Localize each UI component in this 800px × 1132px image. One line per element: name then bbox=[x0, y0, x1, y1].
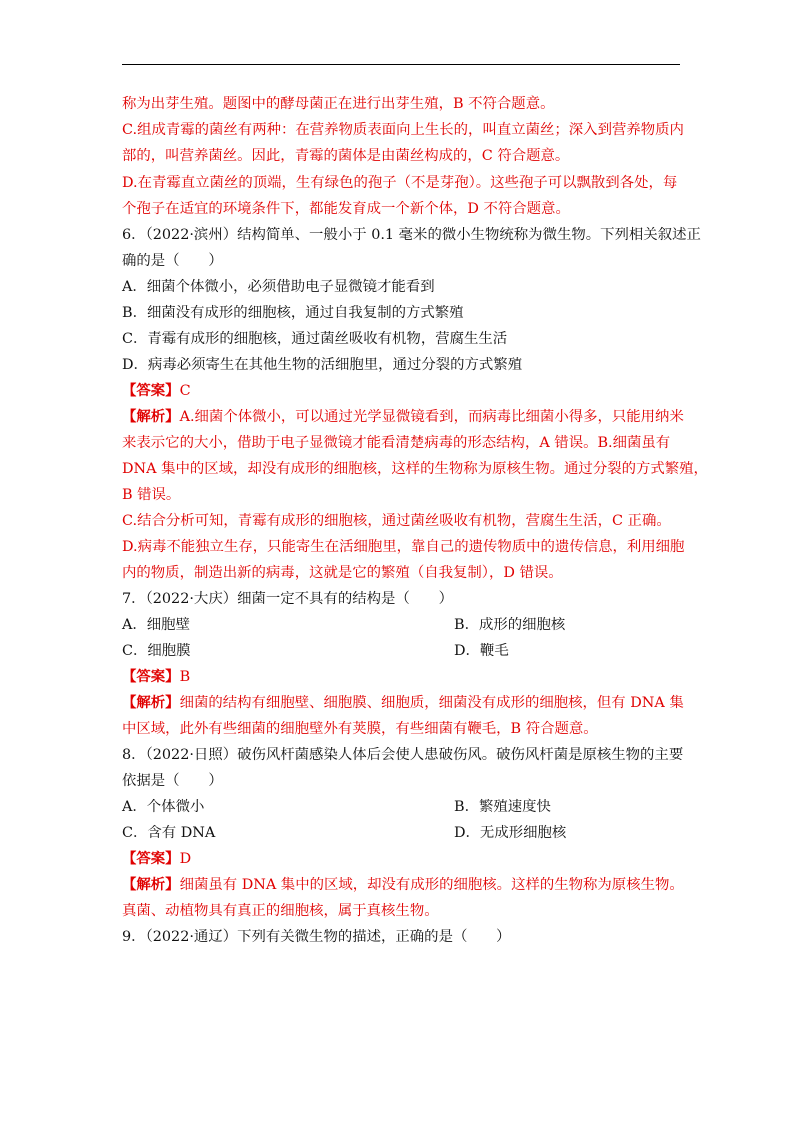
q6-stem-line: 6．（2022·滨州）结构简单、一般小于 0.1 毫米的微小生物统称为微生物。下列相关叙述正 bbox=[122, 227, 701, 243]
q7-analysis-line: 中区域，此外有些细菌的细胞壁外有荚膜，有些细菌有鞭毛，B 符合题意。 bbox=[122, 721, 598, 737]
q8-answer bbox=[122, 847, 191, 871]
analysis-tag: 【解析】 bbox=[122, 408, 180, 425]
q7-answer bbox=[122, 665, 190, 689]
q7-analysis-line bbox=[122, 691, 684, 715]
q8-option-b: B．繁殖速度快 bbox=[454, 799, 551, 815]
q6-option-d: D．病毒必须寄生在其他生物的活细胞里，通过分裂的方式繁殖 bbox=[122, 357, 523, 373]
answer-value: C bbox=[179, 383, 191, 399]
explanation-line: 个孢子在适宜的环境条件下，都能发育成一个新个体，D 不符合题意。 bbox=[122, 201, 570, 217]
answer-value: D bbox=[179, 851, 192, 867]
analysis-text: 细菌虽有 DNA 集中的区域，却没有成形的细胞核。这样的生物称为原核生物。 bbox=[179, 877, 684, 893]
q7-option-c: C．细胞膜 bbox=[122, 643, 191, 659]
q6-analysis-line: C.结合分析可知，青霉有成形的细胞核，通过菌丝吸收有机物，营腐生生活，C 正确。 bbox=[122, 513, 671, 529]
answer-tag: 【答案】 bbox=[122, 382, 180, 399]
q7-option-b: B．成形的细胞核 bbox=[454, 617, 566, 633]
q8-analysis-line: 真菌、动植物具有真正的细胞核，属于真核生物。 bbox=[122, 903, 439, 919]
q6-analysis-line: 内的物质，制造出新的病毒，这就是它的繁殖（自我复制），D 错误。 bbox=[122, 565, 563, 581]
explanation-line: 称为出芽生殖。题图中的酵母菌正在进行出芽生殖，B 不符合题意。 bbox=[122, 96, 555, 112]
analysis-text: A.细菌个体微小，可以通过光学显微镜看到，而病毒比细菌小得多，只能用纳米 bbox=[179, 409, 684, 425]
header-rule bbox=[122, 64, 680, 65]
q6-option-b: B．细菌没有成形的细胞核，通过自我复制的方式繁殖 bbox=[122, 305, 464, 321]
explanation-line: C.组成青霉的菌丝有两种：在营养物质表面向上生长的，叫直立菌丝；深入到营养物质内 bbox=[122, 122, 684, 138]
q8-stem-line: 依据是（ ） bbox=[122, 773, 223, 789]
q9-stem-line: 9．（2022·通辽）下列有关微生物的描述，正确的是（ ） bbox=[122, 929, 511, 945]
q7-stem-line: 7．（2022·大庆）细菌一定不具有的结构是（ ） bbox=[122, 591, 453, 607]
q8-option-d: D．无成形细胞核 bbox=[454, 825, 567, 841]
q6-option-a: A．细菌个体微小，必须借助电子显微镜才能看到 bbox=[122, 279, 435, 295]
q6-analysis-line bbox=[122, 405, 684, 429]
q7-option-a: A．细胞壁 bbox=[122, 617, 190, 633]
q6-analysis-line: 来表示它的大小，借助于电子显微镜才能看清楚病毒的形态结构，A 错误。B.细菌虽有 bbox=[122, 435, 671, 451]
analysis-tag: 【解析】 bbox=[122, 876, 180, 893]
q6-stem-line: 确的是（ ） bbox=[122, 253, 223, 269]
q6-analysis-line: B 错误。 bbox=[122, 487, 181, 503]
explanation-line: 部的，叫营养菌丝。因此，青霉的菌体是由菌丝构成的，C 符合题意。 bbox=[122, 148, 570, 164]
q8-option-a: A．个体微小 bbox=[122, 799, 205, 815]
q6-answer bbox=[122, 379, 191, 403]
answer-tag: 【答案】 bbox=[122, 850, 180, 867]
q6-option-c: C．青霉有成形的细胞核，通过菌丝吸收有机物，营腐生生活 bbox=[122, 331, 508, 347]
q8-stem-line: 8．（2022·日照）破伤风杆菌感染人体后会使人患破伤风。破伤风杆菌是原核生物的主要 bbox=[122, 747, 684, 763]
q8-analysis-line bbox=[122, 873, 684, 897]
analysis-text: 细菌的结构有细胞壁、细胞膜、细胞质，细菌没有成形的细胞核，但有 DNA 集 bbox=[179, 695, 684, 711]
q6-analysis-line: D.病毒不能独立生存，只能寄生在活细胞里，靠自己的遗传物质中的遗传信息，利用细胞 bbox=[122, 539, 685, 555]
q6-analysis-line: DNA 集中的区域，却没有成形的细胞核，这样的生物称为原核生物。通过分裂的方式繁殖， bbox=[122, 461, 708, 477]
analysis-tag: 【解析】 bbox=[122, 694, 180, 711]
explanation-line: D.在青霉直立菌丝的顶端，生有绿色的孢子（不是芽孢）。这些孢子可以飘散到各处，每 bbox=[122, 175, 678, 191]
answer-value: B bbox=[179, 669, 191, 685]
answer-tag: 【答案】 bbox=[122, 668, 180, 685]
q8-option-c: C．含有 DNA bbox=[122, 825, 216, 841]
q7-option-d: D．鞭毛 bbox=[454, 643, 509, 659]
